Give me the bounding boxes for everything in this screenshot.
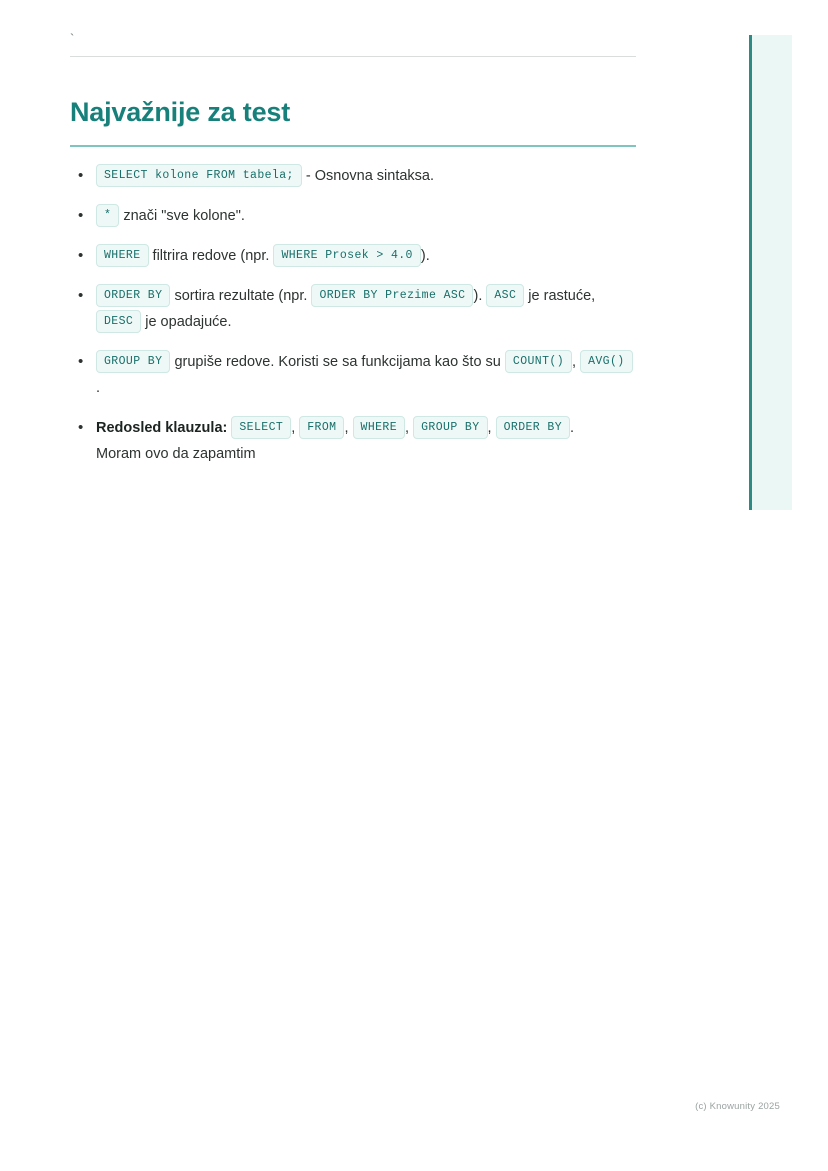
sql-keyword-chip: FROM bbox=[299, 416, 344, 439]
list-item-text: - Osnovna sintaksa. bbox=[301, 168, 435, 184]
list-item-text: , bbox=[344, 420, 353, 436]
sql-keyword-chip: GROUP BY bbox=[96, 350, 170, 373]
list-item-text: ). bbox=[473, 288, 487, 304]
sql-keyword-chip: WHERE bbox=[96, 244, 149, 267]
list-item bbox=[70, 283, 636, 335]
list-item-text: , bbox=[405, 420, 414, 436]
list-item-text: , bbox=[291, 420, 300, 436]
sql-keyword-chip: WHERE bbox=[353, 416, 406, 439]
stray-tick-mark: ` bbox=[70, 31, 75, 46]
sql-keyword-chip: WHERE Prosek > 4.0 bbox=[273, 244, 420, 267]
list-item bbox=[70, 163, 636, 189]
list-item-text: filtrira redove (npr. bbox=[148, 248, 274, 264]
key-points-list bbox=[70, 163, 636, 467]
sql-keyword-chip: * bbox=[96, 204, 119, 227]
page-title: Najvažnije za test bbox=[70, 97, 290, 127]
list-item-text: , bbox=[572, 354, 581, 370]
list-item-text: je opadajuće. bbox=[141, 314, 232, 330]
list-item bbox=[70, 415, 636, 467]
sql-keyword-chip: SELECT kolone FROM tabela; bbox=[96, 164, 302, 187]
list-item-text: grupiše redove. Koristi se sa funkcijama kao što su bbox=[170, 354, 505, 370]
sql-keyword-chip: ORDER BY bbox=[96, 284, 170, 307]
list-item bbox=[70, 203, 636, 229]
top-divider bbox=[70, 56, 636, 57]
sql-keyword-chip: ORDER BY Prezime ASC bbox=[311, 284, 473, 307]
sql-keyword-chip: GROUP BY bbox=[413, 416, 487, 439]
list-item bbox=[70, 349, 636, 401]
list-item-text: je rastuće, bbox=[524, 288, 596, 304]
title-underline-divider bbox=[70, 145, 636, 147]
right-accent-strip bbox=[749, 35, 792, 510]
document-content bbox=[70, 30, 636, 481]
sql-keyword-chip: ASC bbox=[486, 284, 524, 307]
list-item-text: znači "sve kolone". bbox=[119, 208, 245, 224]
sql-keyword-chip: ORDER BY bbox=[496, 416, 570, 439]
list-item-text: , bbox=[487, 420, 496, 436]
sql-keyword-chip: COUNT() bbox=[505, 350, 572, 373]
list-item-text: Moram ovo da zapamtim bbox=[96, 446, 256, 462]
list-item bbox=[70, 243, 636, 269]
list-item-text: . bbox=[570, 420, 575, 436]
list-item-text: sortira rezultate (npr. bbox=[170, 288, 312, 304]
sql-keyword-chip: AVG() bbox=[580, 350, 633, 373]
sql-keyword-chip: DESC bbox=[96, 310, 141, 333]
emphasis-label: Redosled klauzula: bbox=[96, 420, 228, 436]
sql-keyword-chip: SELECT bbox=[231, 416, 291, 439]
list-item-text: . bbox=[96, 380, 101, 396]
list-item-text: ). bbox=[420, 248, 430, 264]
footer-copyright: (c) Knowunity 2025 bbox=[695, 1101, 780, 1112]
